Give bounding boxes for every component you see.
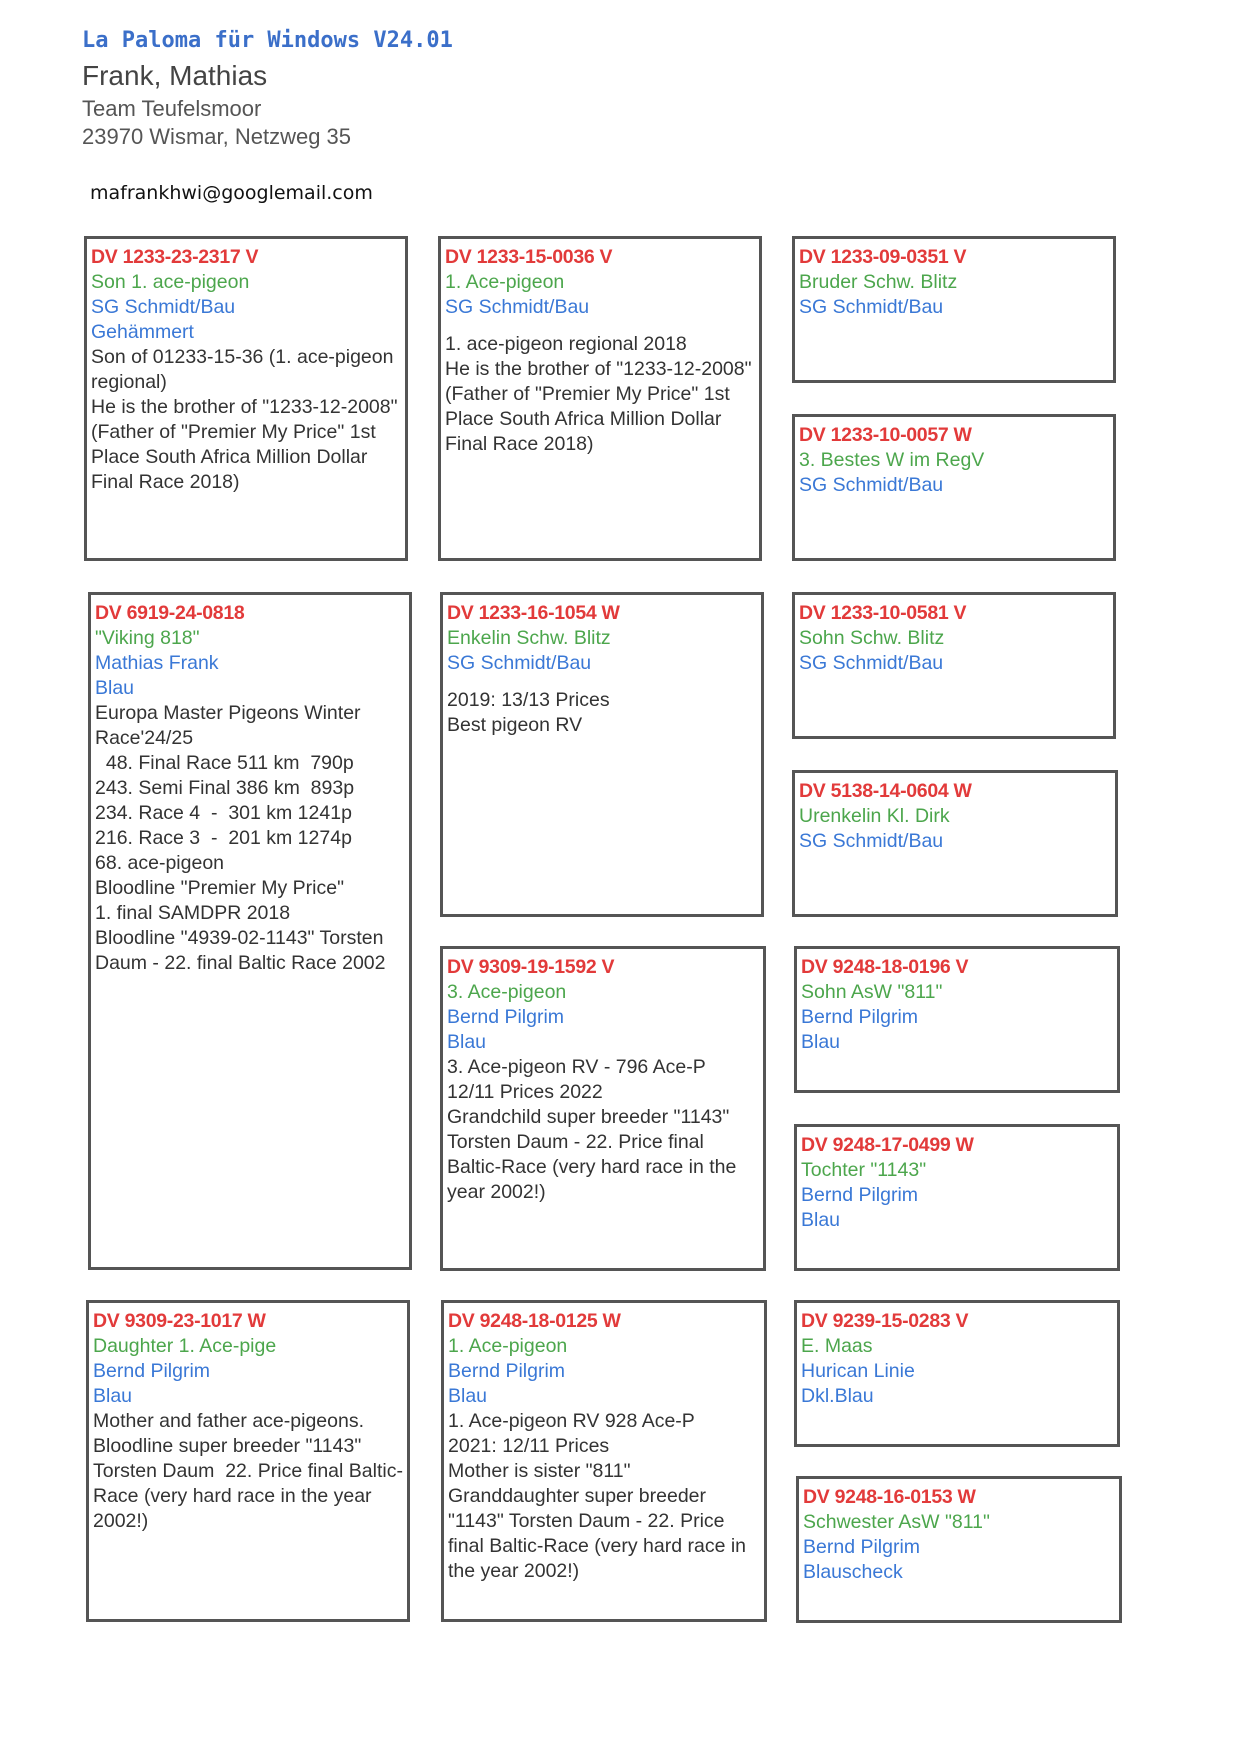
pigeon-name: 3. Ace-pigeon	[447, 981, 567, 1003]
breeder: Bernd Pilgrim	[801, 1184, 919, 1206]
ring-number: DV 1233-10-0057 W	[799, 424, 972, 446]
pigeon-name: Sohn AsW "811"	[801, 981, 943, 1003]
pedigree-box-dam	[86, 1300, 410, 1622]
ring-number: DV 9309-19-1592 V	[447, 956, 615, 978]
breeder: SG Schmidt/Bau	[447, 652, 592, 674]
note-line: Grandchild super breeder "1143" Torsten Daum - 22. Price final Baltic-Race (very hard race in the year 2002!)	[447, 1106, 742, 1203]
pigeon-color: Blau	[448, 1385, 488, 1407]
pigeon-name: Schwester AsW "811"	[803, 1511, 990, 1533]
pedigree-box-great-grandparent	[794, 1300, 1120, 1447]
ring-number: DV 5138-14-0604 W	[799, 780, 972, 802]
note-line: 216. Race 3 - 201 km 1274p	[95, 827, 352, 849]
note-line: 234. Race 4 - 301 km 1241p	[95, 802, 352, 824]
breeder: Bernd Pilgrim	[93, 1360, 211, 1382]
pigeon-color: Blau	[447, 1031, 487, 1053]
pedigree-box-grandparent	[441, 1300, 767, 1622]
pedigree-box-great-grandparent	[796, 1476, 1122, 1623]
breeder: SG Schmidt/Bau	[799, 830, 944, 852]
note-line: Granddaughter super breeder "1143" Torsten Daum - 22. Price final Baltic-Race (very hard race in the year 2002!)	[448, 1485, 752, 1582]
breeder: SG Schmidt/Bau	[799, 652, 944, 674]
note-line: Bloodline "Premier My Price"	[95, 877, 345, 899]
note-line: 2021: 12/11 Prices	[448, 1435, 610, 1457]
note-line: Bloodline "4939-02-1143" Torsten Daum - 22. final Baltic Race 2002	[95, 927, 389, 974]
note-line: 2019: 13/13 Prices	[447, 689, 610, 711]
pigeon-name: 1. Ace-pigeon	[448, 1335, 568, 1357]
pigeon-color: Blau	[93, 1385, 133, 1407]
pedigree-box-sire	[88, 592, 412, 1270]
pigeon-color: Dkl.Blau	[801, 1385, 874, 1407]
ring-number: DV 9248-18-0125 W	[448, 1310, 621, 1332]
ring-number: DV 6919-24-0818	[95, 602, 245, 624]
pigeon-name: Sohn Schw. Blitz	[799, 627, 945, 649]
owner-team: Team Teufelsmoor	[82, 96, 262, 121]
ring-number: DV 9248-16-0153 W	[803, 1486, 976, 1508]
pigeon-name: 3. Bestes W im RegV	[799, 449, 985, 471]
note-line: He is the brother of "1233-12-2008" (Father of "Premier My Price" 1st Place South Africa Million Dollar Final Race 2018)	[445, 358, 757, 455]
ring-number: DV 9248-17-0499 W	[801, 1134, 974, 1156]
pigeon-name: Daughter 1. Ace-pige	[93, 1335, 277, 1357]
pedigree-box-great-grandparent	[794, 1124, 1120, 1271]
note-line: Best pigeon RV	[447, 714, 583, 736]
note-line: 3. Ace-pigeon RV - 796 Ace-P	[447, 1056, 706, 1078]
pedigree-box-great-grandparent	[792, 770, 1118, 917]
pigeon-name: "Viking 818"	[95, 627, 200, 649]
pigeon-name: 1. Ace-pigeon	[445, 271, 565, 293]
breeder: Bernd Pilgrim	[447, 1006, 565, 1028]
ring-number: DV 9309-23-1017 W	[93, 1310, 266, 1332]
ring-number: DV 1233-16-1054 W	[447, 602, 620, 624]
pedigree-box-great-grandparent	[794, 946, 1120, 1093]
breeder: SG Schmidt/Bau	[445, 296, 590, 318]
breeder: SG Schmidt/Bau	[91, 296, 236, 318]
note-line: 243. Semi Final 386 km 893p	[95, 777, 355, 799]
pedigree-box-grandparent	[440, 946, 766, 1271]
note-line: Mother and father ace-pigeons.	[93, 1410, 365, 1432]
note-line: 12/11 Prices 2022	[447, 1081, 603, 1103]
breeder: Bernd Pilgrim	[803, 1536, 921, 1558]
ring-number: DV 1233-09-0351 V	[799, 246, 967, 268]
pedigree-box-pigeon	[84, 236, 408, 561]
breeder: Hurican Linie	[801, 1360, 915, 1382]
note-line: 68. ace-pigeon	[95, 852, 225, 874]
breeder: Mathias Frank	[95, 652, 219, 674]
note-line: 1. ace-pigeon regional 2018	[445, 333, 687, 355]
ring-number: DV 1233-15-0036 V	[445, 246, 613, 268]
note-line: Son of 01233-15-36 (1. ace-pigeon regional)	[91, 346, 399, 393]
note-line: Mother is sister "811"	[448, 1460, 631, 1482]
ring-number: DV 9239-15-0283 V	[801, 1310, 969, 1332]
pigeon-color: Blau	[95, 677, 135, 699]
app-title: La Paloma für Windows V24.01	[82, 28, 453, 53]
ring-number: DV 9248-18-0196 V	[801, 956, 969, 978]
pigeon-color: Gehämmert	[91, 321, 194, 343]
pigeon-color: Blau	[801, 1209, 841, 1231]
note-line: 1. Ace-pigeon RV 928 Ace-P	[448, 1410, 695, 1432]
pedigree-box-great-grandparent	[792, 414, 1116, 561]
note-line: He is the brother of "1233-12-2008" (Father of "Premier My Price" 1st Place South Africa Million Dollar Final Race 2018)	[91, 396, 403, 493]
pigeon-name: Enkelin Schw. Blitz	[447, 627, 611, 649]
note-line: Europa Master Pigeons Winter Race'24/25	[95, 702, 366, 749]
breeder: Bernd Pilgrim	[801, 1006, 919, 1028]
owner-name: Frank, Mathias	[82, 60, 268, 91]
pigeon-color: Blauscheck	[803, 1561, 903, 1583]
pigeon-name: E. Maas	[801, 1335, 873, 1357]
pigeon-color: Blau	[801, 1031, 841, 1053]
pedigree-box-grandparent	[438, 236, 762, 561]
pedigree-box-great-grandparent	[792, 592, 1116, 739]
pigeon-name: Bruder Schw. Blitz	[799, 271, 958, 293]
owner-email: mafrankhwi@googlemail.com	[90, 182, 373, 204]
pedigree-box-grandparent	[440, 592, 764, 917]
pigeon-name: Urenkelin Kl. Dirk	[799, 805, 950, 827]
pedigree-box-great-grandparent	[792, 236, 1116, 383]
breeder: SG Schmidt/Bau	[799, 474, 944, 496]
note-line: Bloodline super breeder "1143" Torsten Daum 22. Price final Baltic-Race (very hard race in the year 2002!)	[93, 1435, 403, 1532]
pigeon-name: Son 1. ace-pigeon	[91, 271, 250, 293]
owner-address: 23970 Wismar, Netzweg 35	[82, 124, 352, 149]
pigeon-name: Tochter "1143"	[801, 1159, 927, 1181]
ring-number: DV 1233-10-0581 V	[799, 602, 967, 624]
ring-number: DV 1233-23-2317 V	[91, 246, 259, 268]
breeder: Bernd Pilgrim	[448, 1360, 566, 1382]
note-line: 1. final SAMDPR 2018	[95, 902, 291, 924]
breeder: SG Schmidt/Bau	[799, 296, 944, 318]
note-line: 48. Final Race 511 km 790p	[95, 752, 354, 774]
